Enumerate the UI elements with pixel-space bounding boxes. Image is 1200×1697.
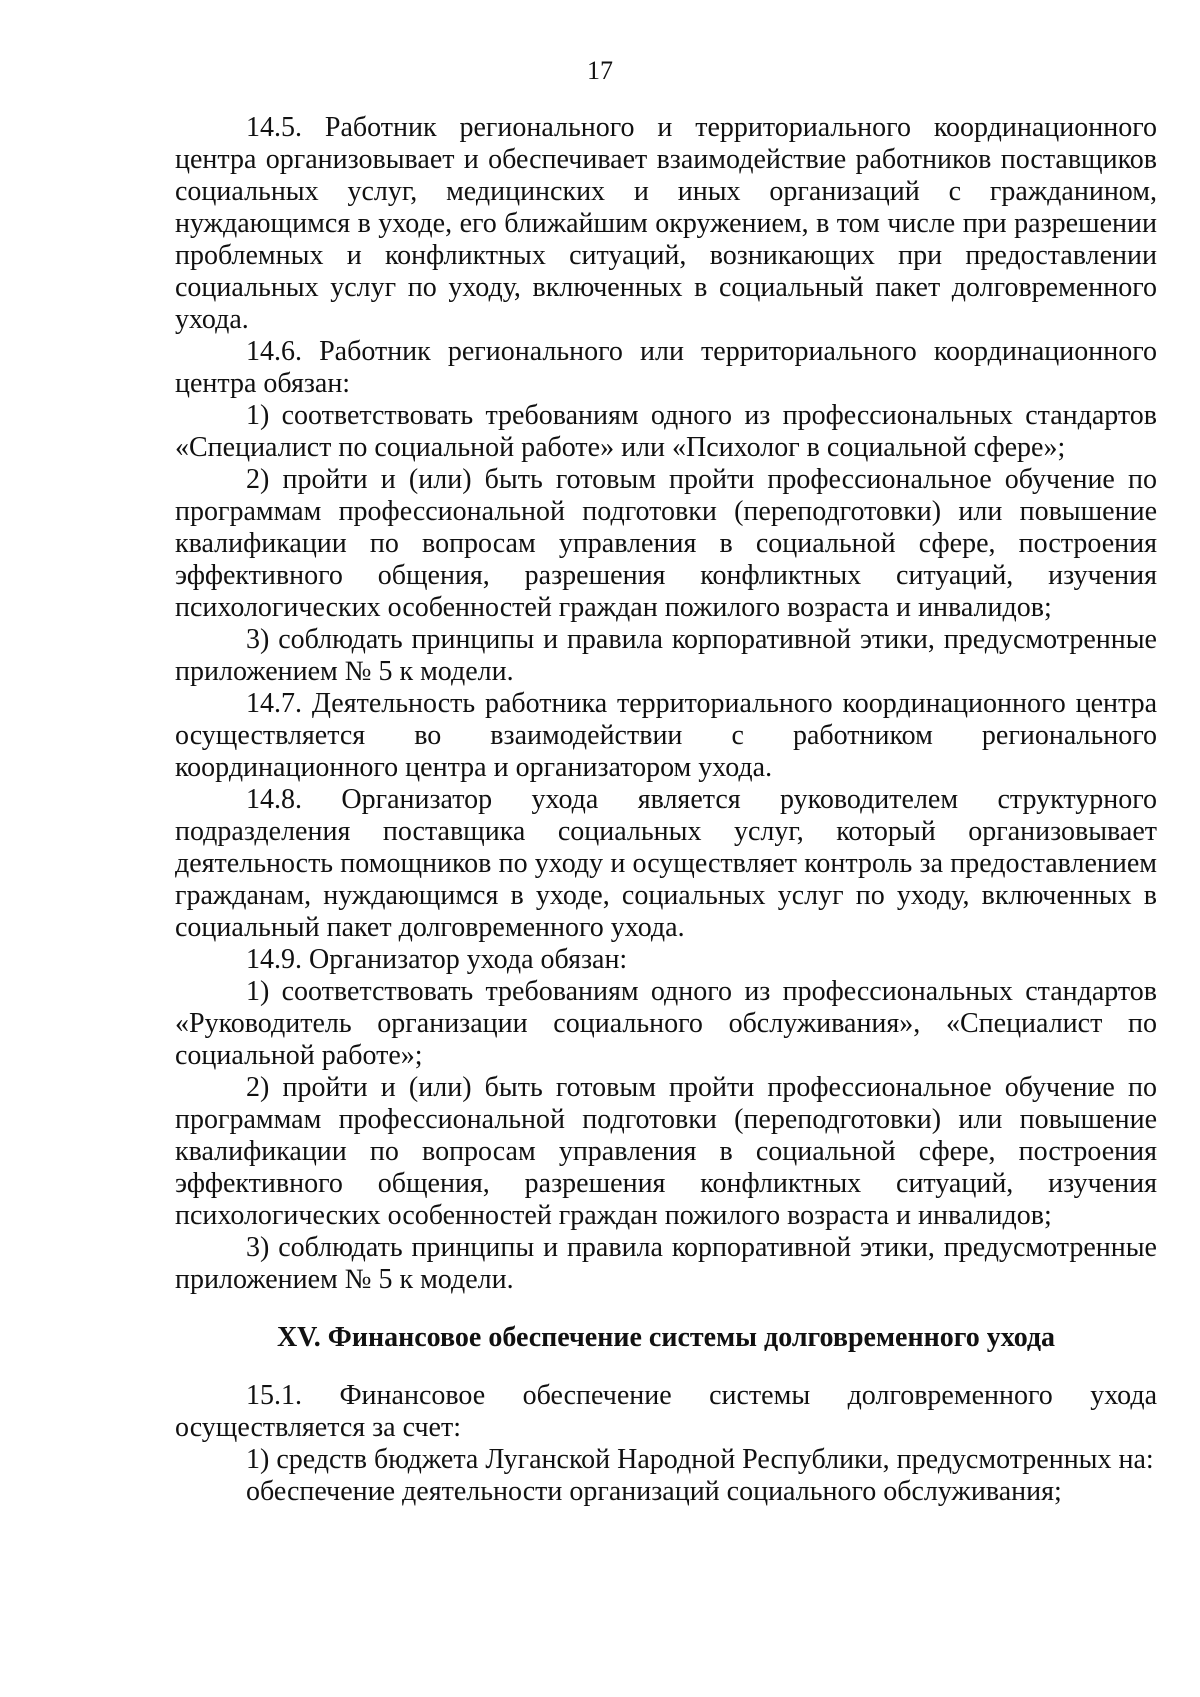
paragraph-14-6-item-1: 1) соответствовать требованиям одного из профессиональных стандартов «Специалист по социальной работе» или «Психолог в социальной сфере»; xyxy=(175,400,1157,463)
paragraph-14-6-item-2: 2) пройти и (или) быть готовым пройти профессиональное обучение по программам профессиональной подготовки (переподготовки) или повышение квалификации по вопросам управления в социальной сфере, построения эффективного общения, разрешения конфликтных ситуаций, изучения психологических особенностей граждан пожилого возраста и инвалидов; xyxy=(175,464,1157,623)
paragraph-14-9-item-1: 1) соответствовать требованиям одного из профессиональных стандартов «Руководитель организации социального обслуживания», «Специалист по социальной работе»; xyxy=(175,976,1157,1071)
paragraph-14-9-item-2: 2) пройти и (или) быть готовым пройти профессиональное обучение по программам профессиональной подготовки (переподготовки) или повышение квалификации по вопросам управления в социальной сфере, построения эффективного общения, разрешения конфликтных ситуаций, изучения психологических особенностей граждан пожилого возраста и инвалидов; xyxy=(175,1072,1157,1231)
paragraph-15-1-item-1-sub: обеспечение деятельности организаций социального обслуживания; xyxy=(246,1476,1062,1507)
section-heading: XV. Финансовое обеспечение системы долговременного ухода xyxy=(276,1322,1056,1353)
paragraph-14-8: 14.8. Организатор ухода является руководителем структурного подразделения поставщика социальных услуг, который организовывает деятельность помощников по уходу и осуществляет контроль за предоставлением гражданам, нуждающимся в уходе, социальных услуг по уходу, включенных в социальный пакет долговременного ухода. xyxy=(175,784,1157,943)
paragraph-14-9-item-3: 3) соблюдать принципы и правила корпоративной этики, предусмотренные приложением № 5 к модели. xyxy=(175,1232,1157,1295)
page-number: 17 xyxy=(587,56,613,85)
paragraph-15-1: 15.1. Финансовое обеспечение системы долговременного ухода осуществляется за счет: xyxy=(175,1380,1157,1443)
paragraph-15-1-item-1: 1) средств бюджета Луганской Народной Республики, предусмотренных на: xyxy=(246,1444,1154,1475)
paragraph-14-5: 14.5. Работник регионального и территориального координационного центра организовывает и обеспечивает взаимодействие работников поставщиков социальных услуг, медицинских и иных организаций с гражданином, нуждающимся в уходе, его ближайшим окружением, в том числе при разрешении проблемных и конфликтных ситуаций, возникающих при предоставлении социальных услуг по уходу, включенных в социальный пакет долговременного ухода. xyxy=(175,112,1157,335)
paragraph-14-6-item-3: 3) соблюдать принципы и правила корпоративной этики, предусмотренные приложением № 5 к модели. xyxy=(175,624,1157,687)
paragraph-14-7: 14.7. Деятельность работника территориального координационного центра осуществляется во взаимодействии с работником регионального координационного центра и организатором ухода. xyxy=(175,688,1157,783)
document-body xyxy=(175,112,1157,1508)
paragraph-14-9: 14.9. Организатор ухода обязан: xyxy=(246,944,628,975)
paragraph-14-6: 14.6. Работник регионального или территориального координационного центра обязан: xyxy=(175,336,1157,399)
